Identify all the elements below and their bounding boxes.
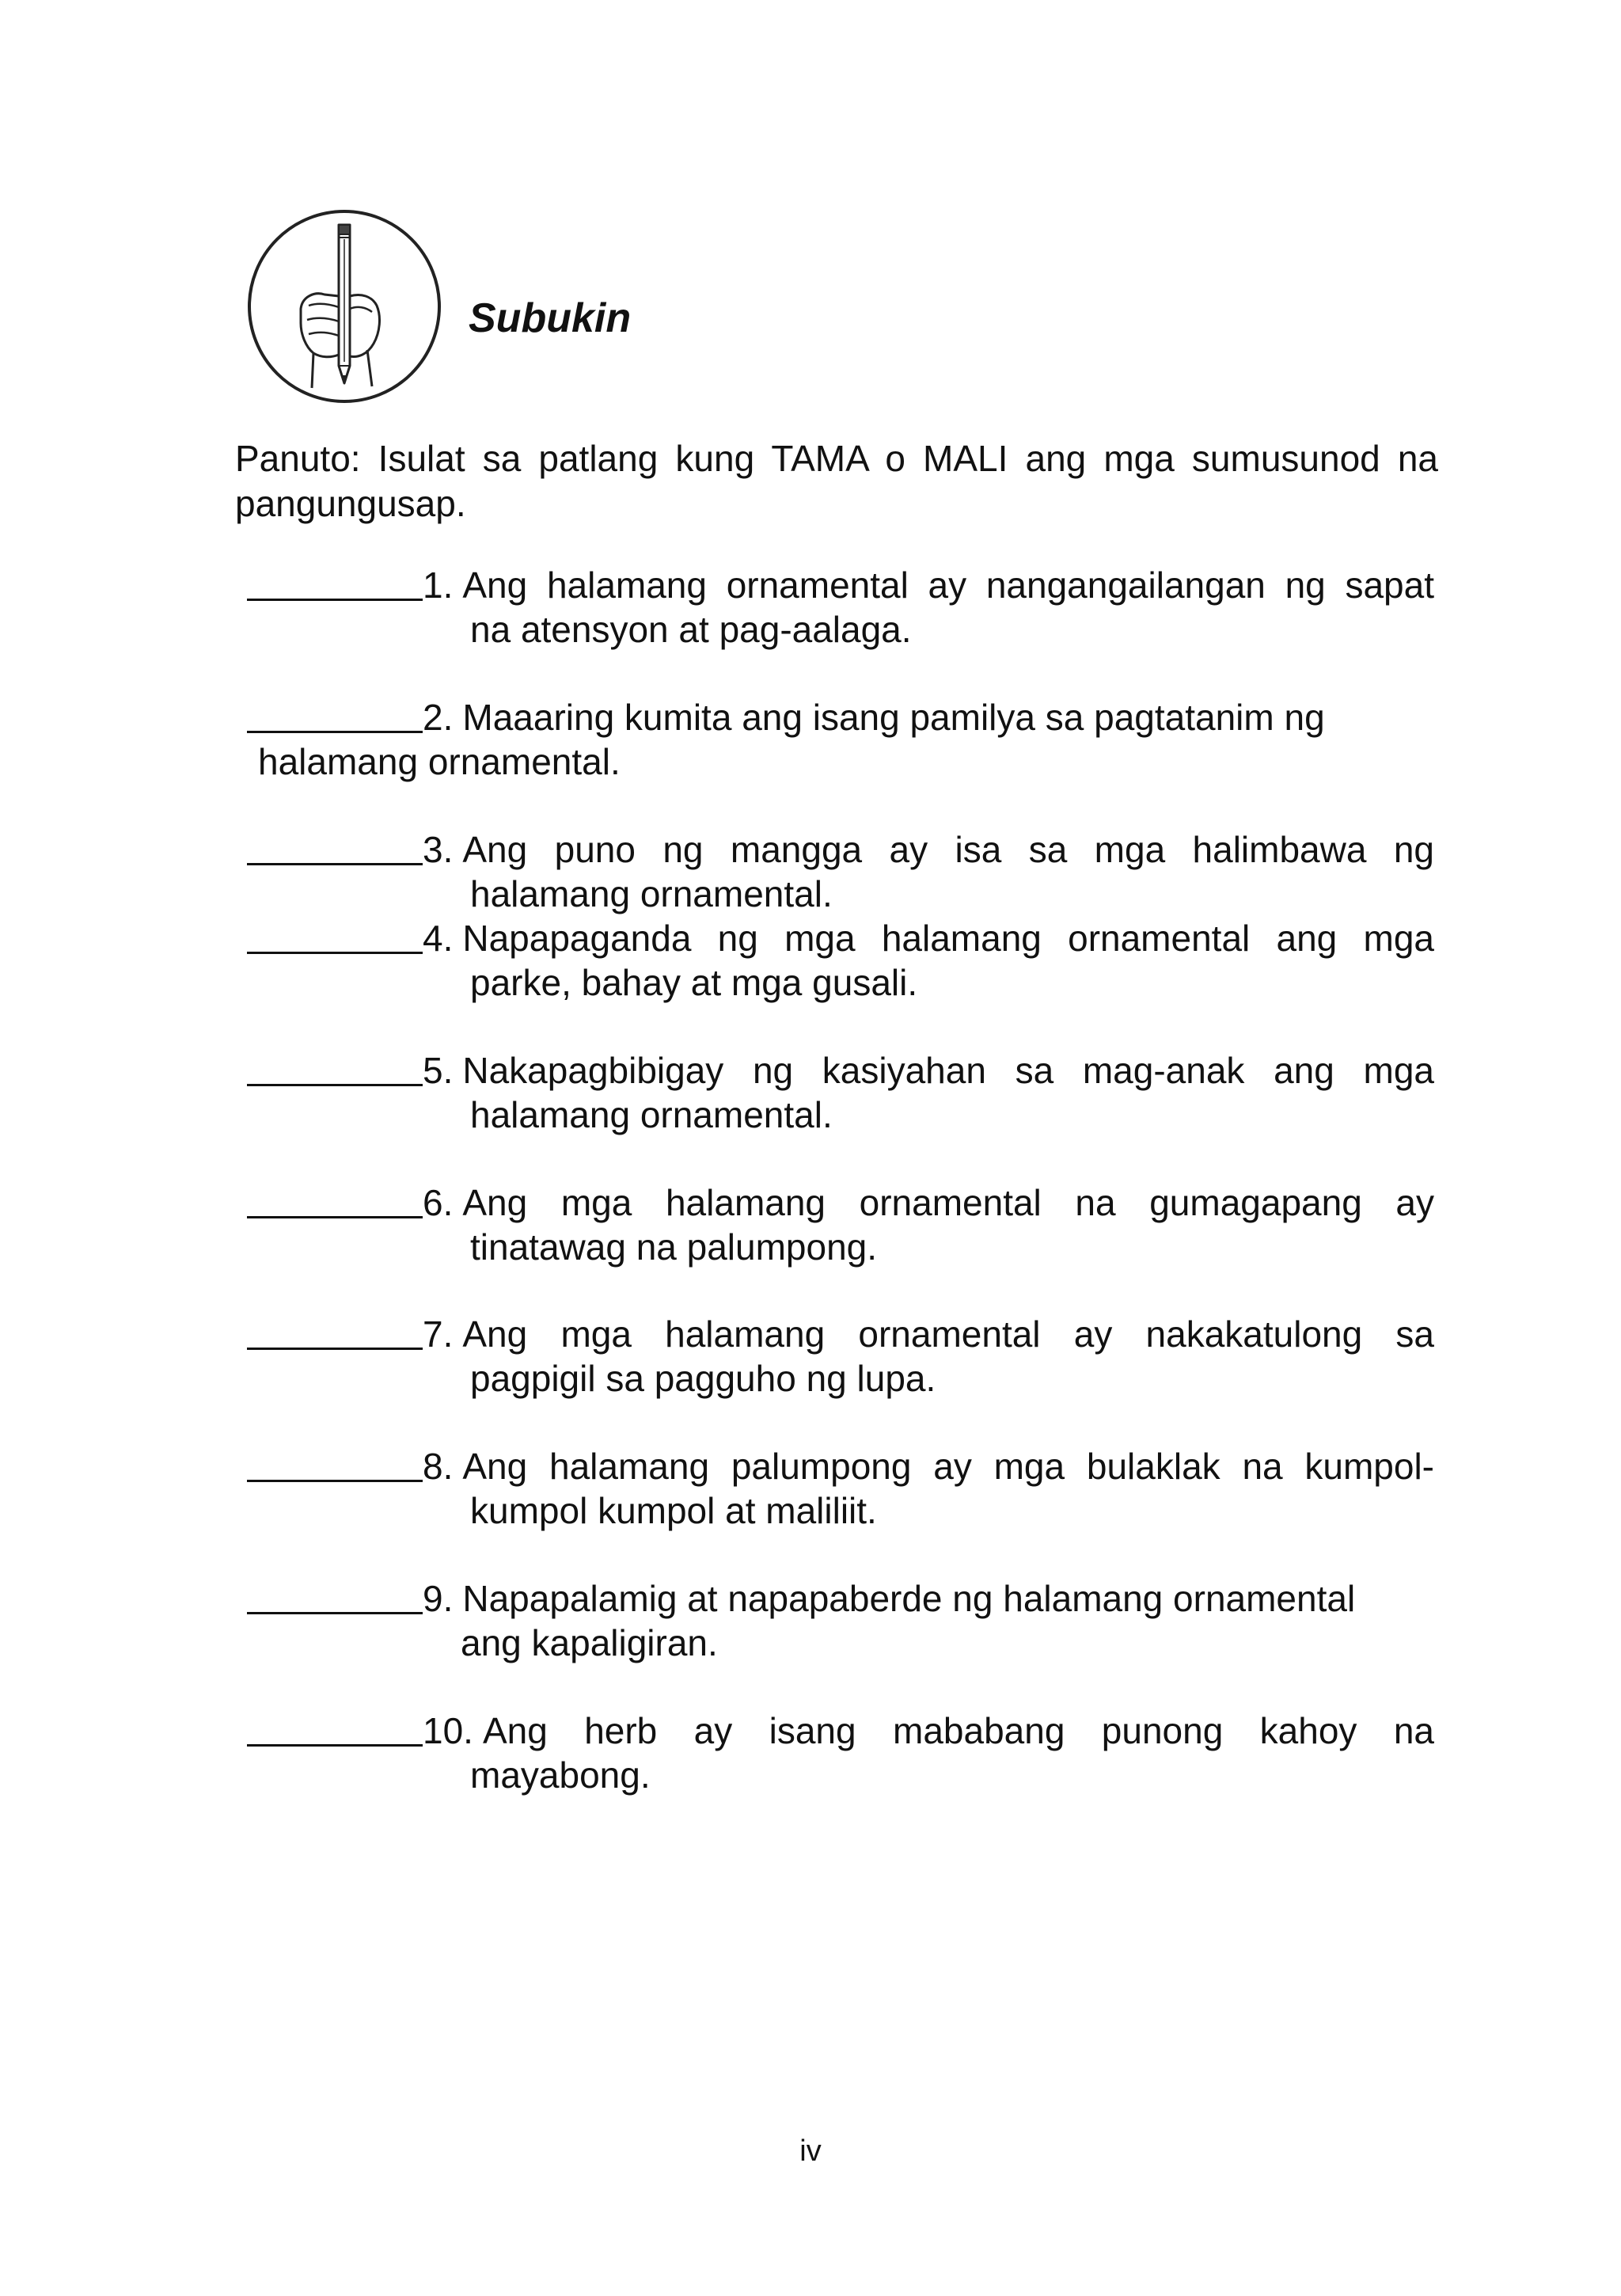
item-text-line1: Ang puno ng mangga ay isa sa mga halimbawa ng [462,829,1434,870]
instructions-text: Panuto: Isulat sa patlang kung TAMA o MALI ang mga sumusunod na pangungusap. [235,438,1438,524]
quiz-item [247,916,1434,1005]
quiz-item [247,563,1434,652]
answer-blank[interactable] [247,696,423,733]
answer-blank[interactable] [247,1445,423,1482]
answer-blank[interactable] [247,564,423,601]
quiz-item [247,1444,1434,1533]
item-number: 7. [423,1313,454,1355]
item-text-line2: halamang ornamental. [470,873,833,914]
answer-blank[interactable] [247,1709,423,1747]
item-number: 5. [423,1050,454,1091]
item-text-line2: tinatawag na palumpong. [470,1226,878,1268]
item-number: 4. [423,918,454,959]
item-number: 9. [423,1578,454,1619]
answer-blank[interactable] [247,828,423,865]
quiz-item [247,1576,1434,1665]
quiz-item [247,1312,1434,1401]
item-text-line1: Napapalamig at napapaberde ng halamang ornamental [462,1578,1356,1619]
item-number: 3. [423,829,454,870]
item-text-line2: parke, bahay at mga gusali. [470,962,918,1003]
hand-holding-pencil-icon [245,207,443,405]
item-text-line1: Napapaganda ng mga halamang ornamental ang mga [462,918,1434,959]
item-text-line2: halamang ornamental. [470,1094,833,1135]
item-number: 8. [423,1446,454,1487]
item-text-line1: Ang mga halamang ornamental na gumagapang ay [462,1182,1434,1223]
answer-blank[interactable] [247,1049,423,1086]
quiz-item [247,1709,1434,1797]
item-number: 2. [423,697,454,738]
item-text-line1: Ang halamang palumpong ay mga bulaklak na kumpol- [462,1446,1434,1487]
item-text-line1: Nakapagbibigay ng kasiyahan sa mag-anak ang mga [462,1050,1434,1091]
quiz-item [247,1048,1434,1137]
item-text-line2: mayabong. [470,1754,651,1796]
answer-blank[interactable] [247,1577,423,1614]
answer-blank[interactable] [247,1313,423,1350]
item-text-line1: Ang mga halamang ornamental ay nakakatulong sa [462,1313,1434,1355]
item-text-line1: Maaaring kumita ang isang pamilya sa pagtatanim ng [462,697,1325,738]
item-number: 10. [423,1710,473,1751]
item-text-line1: Ang herb ay isang mababang punong kahoy na [482,1710,1434,1751]
answer-blank[interactable] [247,917,423,954]
item-text-line2: kumpol kumpol at maliliit. [470,1490,877,1531]
quiz-item [247,1180,1434,1269]
item-text-line2: halamang ornamental. [258,741,621,782]
page-number: iv [799,2134,822,2168]
item-number: 1. [423,564,454,606]
item-number: 6. [423,1182,454,1223]
item-text-line1: Ang halamang ornamental ay nangangailangan ng sapat [462,564,1434,606]
item-text-line2: pagpigil sa pagguho ng lupa. [470,1358,936,1399]
section-title: Subukin [469,295,632,341]
item-text-line2: ang kapaligiran. [461,1622,718,1663]
quiz-item [247,695,1434,784]
answer-blank[interactable] [247,1181,423,1218]
quiz-item [247,827,1434,916]
item-text-line2: na atensyon at pag-aalaga. [470,609,912,650]
